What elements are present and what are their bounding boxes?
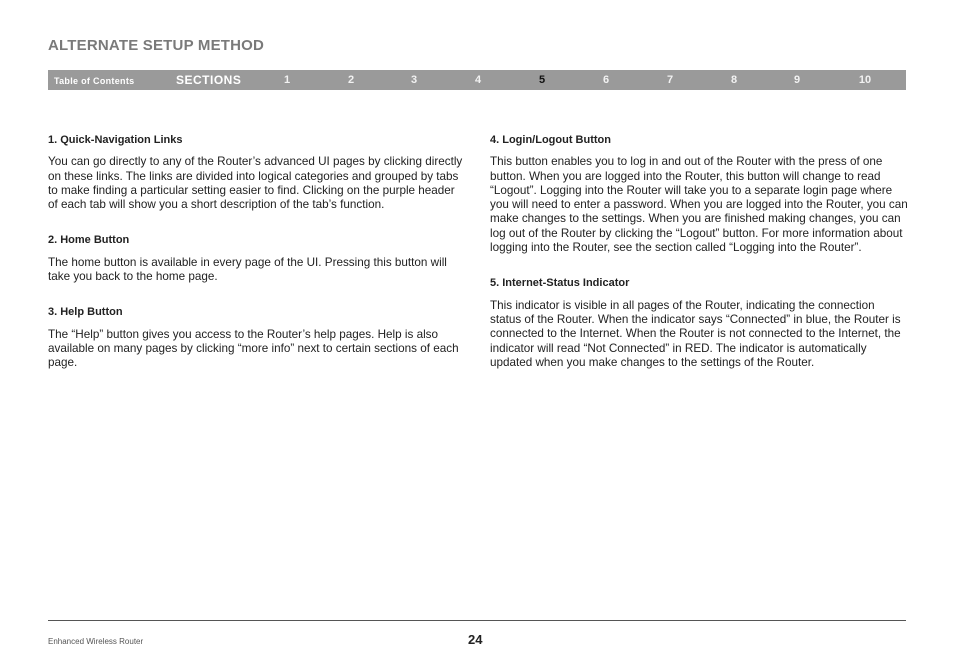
section-link-9[interactable]: 9 — [793, 74, 801, 86]
section-link-7[interactable]: 7 — [666, 74, 674, 86]
section-body: The home button is available in every page of the UI. Pressing this button will take you back to the home page. — [48, 255, 447, 284]
home-button-section — [48, 233, 466, 284]
page-number: 24 — [468, 632, 483, 647]
table-of-contents-link[interactable]: Table of Contents — [54, 76, 135, 86]
login-logout-section — [490, 133, 908, 255]
quick-navigation-section — [48, 133, 466, 212]
section-heading: 3. Help Button — [48, 306, 123, 319]
footer-divider — [48, 620, 906, 621]
sections-label: SECTIONS — [176, 73, 242, 87]
section-heading: 4. Login/Logout Button — [490, 134, 611, 146]
section-body: The “Help” button gives you access to the Router’s help pages. Help is also available on many pages by clicking “more info” next to certain sections of each page. — [48, 327, 459, 370]
section-link-6[interactable]: 6 — [602, 74, 610, 86]
footer-product-name: Enhanced Wireless Router — [48, 637, 144, 646]
right-column — [490, 133, 908, 391]
section-heading: 1. Quick-Navigation Links — [48, 134, 183, 146]
section-body: This indicator is visible in all pages of the Router, indicating the connection status of the Router. When the indicator says “Connected” in blue, the Router is connected to the Internet. When the Router is not connected to the Internet, the indicator will read “Not Connected” in RED. The indicator is automatically updated when you make changes to the settings of the Router. — [490, 298, 901, 369]
help-button-section — [48, 305, 466, 370]
section-link-3[interactable]: 3 — [410, 74, 418, 86]
section-link-4[interactable]: 4 — [474, 74, 482, 86]
section-body: You can go directly to any of the Router’s advanced UI pages by clicking directly on these links. The links are divided into logical categories and grouped by tabs to make finding a particular setting easier to find. Clicking on the purple header of each tab will show you a short description of the tab’s function. — [48, 155, 463, 212]
left-column — [48, 133, 466, 392]
section-body: This button enables you to log in and out of the Router with the press of one button. When you are logged into the Router, this button will change to read “Logout”. Logging into the Router will take you to a separate login page where you will need to enter a password. When you are logged into the Router, you can make changes to the settings. When you are finished making changes, you can log out of the Router by clicking the “Logout” button. For more information about logging into the Router, see the section called “Logging into the Router”. — [490, 155, 908, 255]
internet-status-section — [490, 276, 908, 370]
section-navbar — [48, 70, 906, 90]
section-heading: 5. Internet-Status Indicator — [490, 277, 630, 290]
section-link-2[interactable]: 2 — [347, 74, 355, 86]
section-link-10[interactable]: 10 — [858, 74, 872, 86]
section-link-5[interactable]: 5 — [538, 74, 546, 86]
section-link-8[interactable]: 8 — [730, 74, 738, 86]
section-link-1[interactable]: 1 — [283, 74, 291, 86]
section-heading: 2. Home Button — [48, 234, 130, 247]
page-header-title: ALTERNATE SETUP METHOD — [48, 37, 265, 54]
